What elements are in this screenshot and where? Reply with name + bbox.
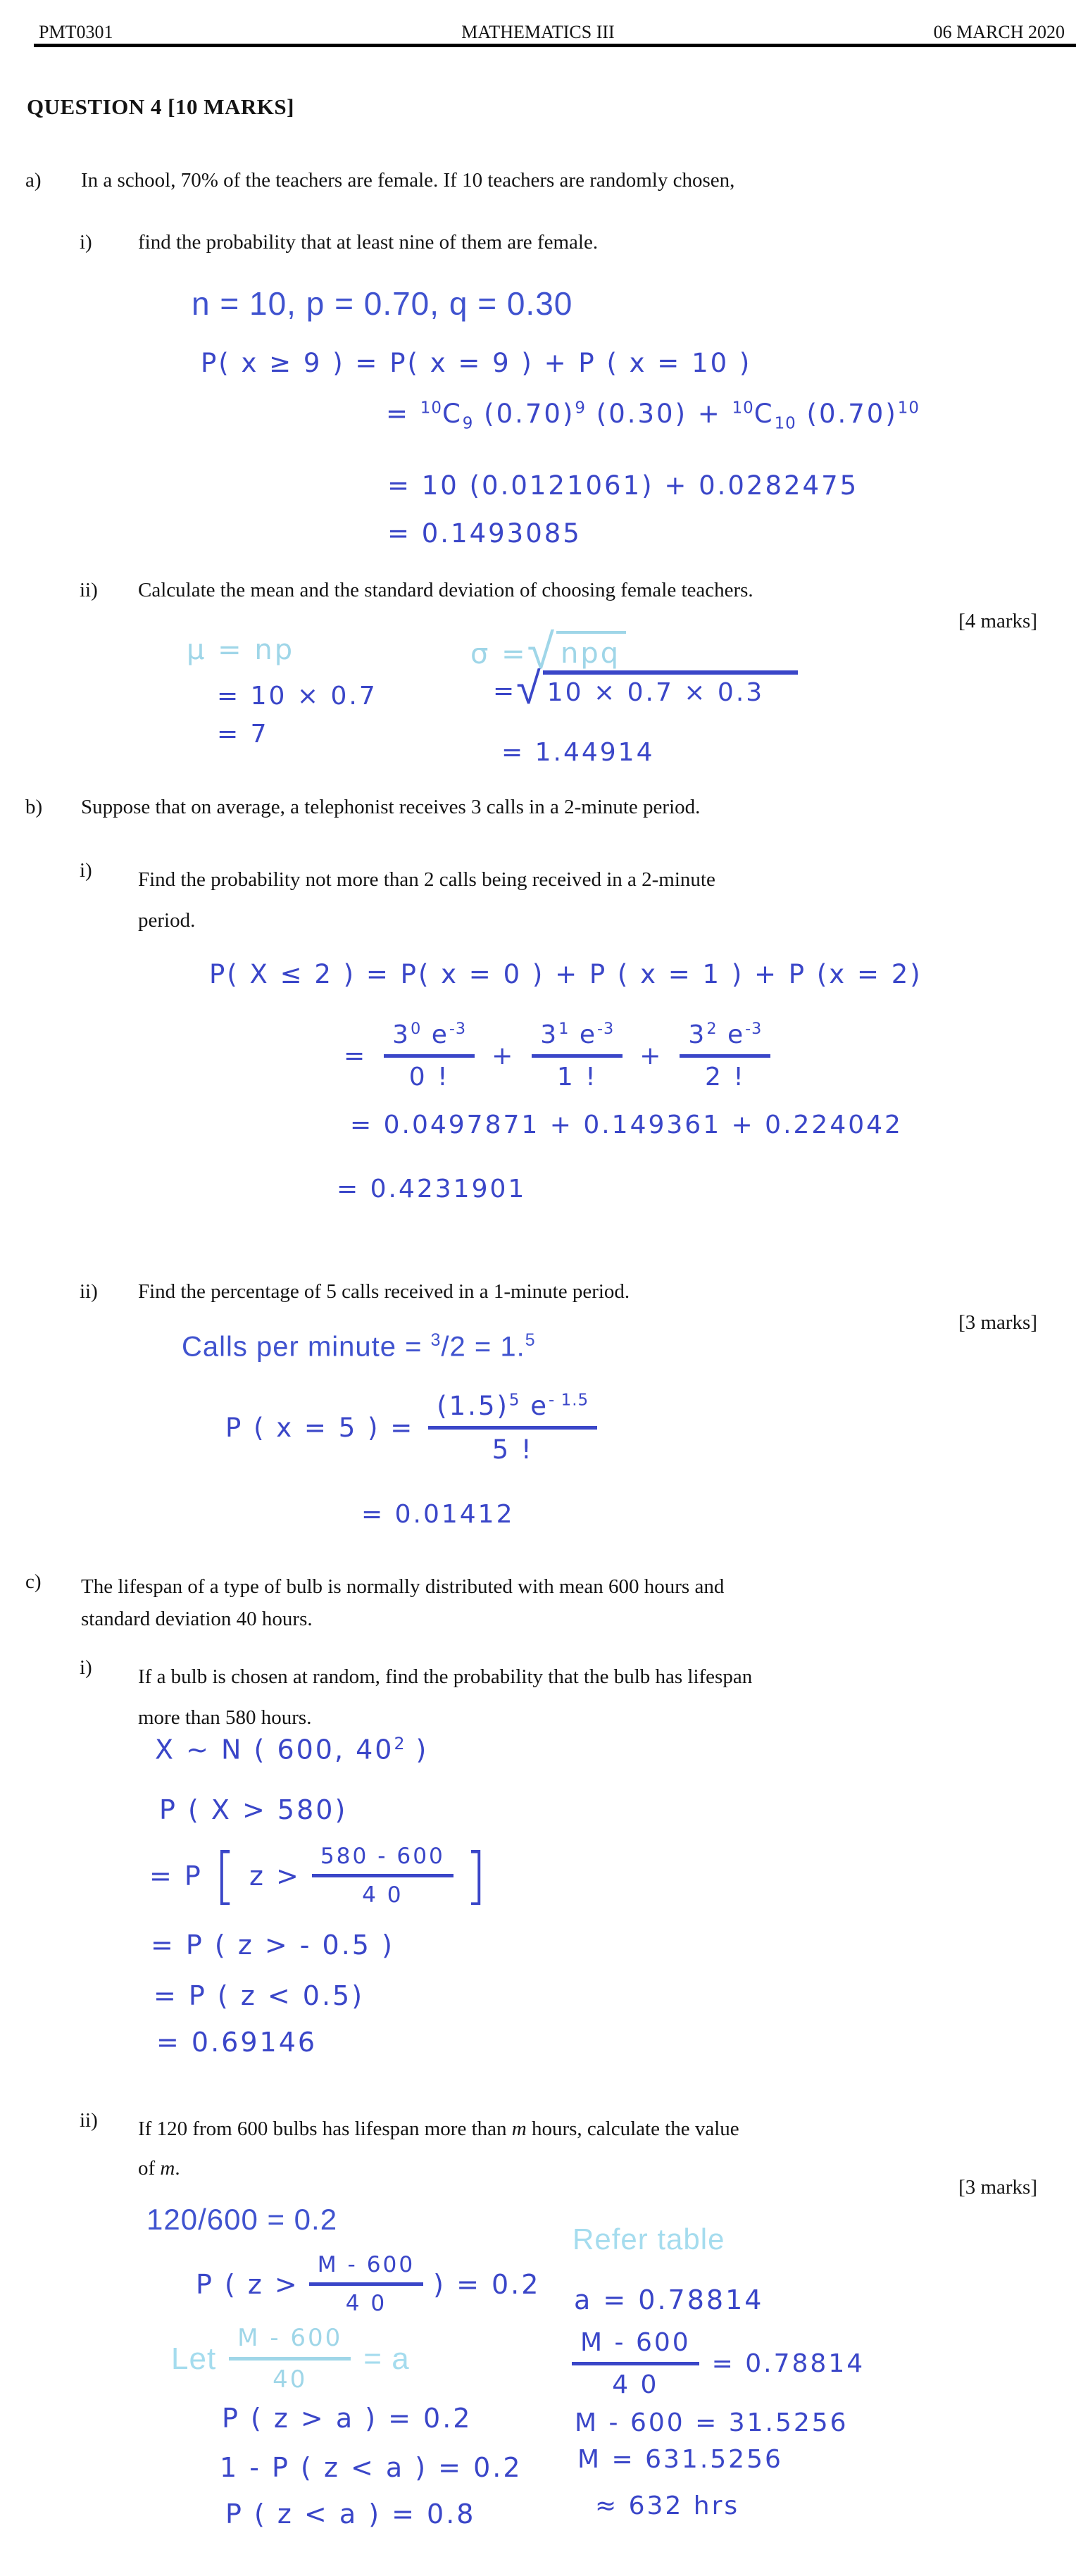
work-b-i-line1: P( X ≤ 2 ) = P( x = 0 ) + P ( x = 1 ) + P (x = 2) (209, 959, 922, 989)
var-m: m (160, 2157, 175, 2180)
eq-p-prefix: = P (149, 1860, 203, 1892)
part-c-text (81, 1570, 724, 1635)
equals-a-label: = a (363, 2341, 410, 2376)
header-subject: MATHEMATICS III (461, 22, 615, 42)
z-gt: z > (249, 1860, 301, 1892)
work-a-ii-mu1: = 10 × 0.7 (217, 682, 377, 711)
work-c-i-line2: P ( X > 580) (159, 1794, 348, 1825)
q-c-i-label: i) (80, 1656, 92, 1679)
q-c-i-text (138, 1656, 752, 1738)
work-c-i-line6: = 0.69146 (156, 2027, 318, 2058)
part-a-label: a) (25, 169, 42, 192)
q-a-i-text: find the probability that at least nine of them are female. (138, 231, 599, 254)
fraction-poisson-2: $\frac{3^2 e^{-3}}{2 !}$ (680, 1020, 770, 1092)
fraction-poisson-5: $\frac{(1.5)^5 e^{- 1.5}}{5 !}$ (428, 1391, 597, 1465)
work-b-i-line2: = 0.0497871 + 0.149361 + 0.224042 (350, 1111, 903, 1139)
q-c-ii-line1: If 120 from 600 bulbs has lifespan more than m hours, calculate the value (138, 2118, 739, 2140)
part-c-label: c) (25, 1570, 42, 1593)
q-b-i-text (138, 859, 715, 941)
header-code: PMT0301 (39, 22, 113, 42)
work-c-i-line1: X ~ N ( 600, $40^2$ ) (155, 1734, 429, 1765)
marks-label-a-ii: [4 marks] (958, 610, 1037, 632)
note-calls-per-minute: Calls per minute = $^3$/2 = 1.$^5$ (182, 1331, 536, 1363)
q-b-i-line1: Find the probability not more than 2 calls being received in a 2-minute (138, 868, 715, 891)
page-title: QUESTION 4 [10 MARKS] (27, 94, 294, 119)
part-b-text: Suppose that on average, a telephonist receives 3 calls in a 2-minute period. (81, 796, 701, 818)
fraction-m-600-right: $\frac{M - 600}{4 0}$ (572, 2328, 699, 2399)
work-a-i-line2: = $^{10}C_9$ $(0.70)^9$ $(0.30) + ^{10}C_{10}$ $(0.70)^{10}$ (386, 399, 920, 433)
work-b-ii-result: = 0.01412 (361, 1500, 515, 1529)
note-120-600: 120/600 = 0.2 (146, 2203, 338, 2236)
sigma-eq: = (493, 677, 517, 706)
marks-label-c-ii: [3 marks] (958, 2176, 1037, 2199)
work-c-ii-left1 (196, 2252, 540, 2316)
work-c-i-line3: = P [ z > $\frac{580 - 600}{4 0}$ ] (149, 1839, 489, 1912)
marks-label-b-ii: [3 marks] (958, 1311, 1037, 1334)
work-a-i-line1: P( x ≥ 9 ) = P( x = 9 ) + P ( x = 10 ) (201, 348, 752, 378)
plus-sign: + (492, 1041, 515, 1070)
q-a-ii-text: Calculate the mean and the standard deviation of choosing female teachers. (138, 579, 753, 601)
work-c-ii-left2: P ( z > a ) = 0.2 (222, 2403, 473, 2434)
fraction-m-600: $\frac{M - 600}{4 0}$ (309, 2252, 423, 2316)
work-c-ii-right5: ≈ 632 hrs (595, 2491, 740, 2520)
sigma-prefix: σ = (470, 638, 527, 671)
work-a-ii-sigma2: = 1.44914 (501, 738, 655, 767)
q-c-i-line1: If a bulb is chosen at random, find the probability that the bulb has lifespan (138, 1665, 753, 1688)
work-b-i-fractions (344, 1020, 770, 1092)
header-rule (34, 44, 1076, 47)
plus-sign: + (639, 1041, 663, 1070)
eq-078814: = 0.78814 (711, 2349, 865, 2378)
sqrt-10-07-03 (516, 663, 798, 714)
var-m: m (511, 2118, 527, 2140)
part-c-line2: standard deviation 40 hours. (81, 1608, 313, 1630)
work-c-ii-let (171, 2324, 410, 2394)
work-c-ii-left3: 1 - P ( z < a ) = 0.2 (220, 2452, 523, 2483)
part-b-label: b) (25, 796, 43, 818)
fraction-m-600-cyan: $\frac{M - 600}{40}$ (229, 2324, 351, 2394)
let-label: Let (171, 2341, 217, 2376)
work-c-i-line4: = P ( z > - 0.5 ) (151, 1930, 394, 1961)
work-a-ii-mu2: = 7 (217, 720, 269, 749)
q-c-i-line2: more than 580 hours. (138, 1706, 312, 1729)
sqrt-radicand: 10 × 0.7 × 0.3 (543, 670, 798, 707)
work-c-ii-right2 (572, 2328, 865, 2399)
q-b-i-line2: period. (138, 909, 196, 932)
fraction-poisson-0: $\frac{3^0 e^{-3}}{0 !}$ (384, 1020, 475, 1092)
equals-sign: = (344, 1041, 368, 1070)
work-c-ii-right3: M - 600 = 31.5256 (575, 2408, 849, 2437)
p-x-5-prefix: P ( x = 5 ) = (225, 1413, 415, 1443)
work-c-ii-right1: a = 0.78814 (574, 2284, 764, 2315)
work-b-i-line3: = 0.4231901 (337, 1175, 527, 1203)
work-c-ii-left4: P ( z < a ) = 0.8 (225, 2499, 476, 2530)
radical-sign: √ (516, 663, 543, 714)
work-a-i-given: n = 10, p = 0.70, q = 0.30 (192, 285, 573, 322)
header-date: 06 MARCH 2020 (933, 22, 1065, 42)
radical-sign: √ (527, 623, 557, 680)
formula-mean: μ = np (187, 634, 295, 666)
q-a-i-label: i) (80, 231, 92, 254)
fraction-poisson-1: $\frac{3^1 e^{-3}}{1 !}$ (532, 1020, 623, 1092)
part-c-line1: The lifespan of a type of bulb is normally distributed with mean 600 hours and (81, 1575, 725, 1598)
close-eq: ) = 0.2 (433, 2268, 541, 2300)
p-z-gt: P ( z > (196, 2268, 299, 2300)
note-refer-table: Refer table (573, 2222, 725, 2256)
fraction-z-580: $\frac{580 - 600}{4 0}$ (312, 1844, 453, 1908)
work-a-ii-sigma1 (493, 663, 798, 714)
work-c-i-line5: = P ( z < 0.5) (154, 1980, 365, 2011)
sqrt-radicand: npq (556, 631, 626, 670)
work-b-ii-formula (225, 1391, 597, 1465)
q-c-ii-text (138, 2109, 739, 2188)
q-b-ii-label: ii) (80, 1280, 98, 1303)
q-c-ii-line2: of m. (138, 2157, 180, 2180)
q-b-i-label: i) (80, 859, 92, 882)
work-a-i-line4: = 0.1493085 (387, 518, 582, 549)
work-a-i-line3: = 10 (0.0121061) + 0.0282475 (387, 470, 859, 501)
q-b-ii-text: Find the percentage of 5 calls received in a 1-minute period. (138, 1280, 630, 1303)
q-a-ii-label: ii) (80, 579, 98, 601)
q-c-ii-label: ii) (80, 2109, 98, 2132)
part-a-text: In a school, 70% of the teachers are female. If 10 teachers are randomly chosen, (81, 169, 735, 192)
work-c-ii-right4: M = 631.5256 (577, 2445, 783, 2474)
